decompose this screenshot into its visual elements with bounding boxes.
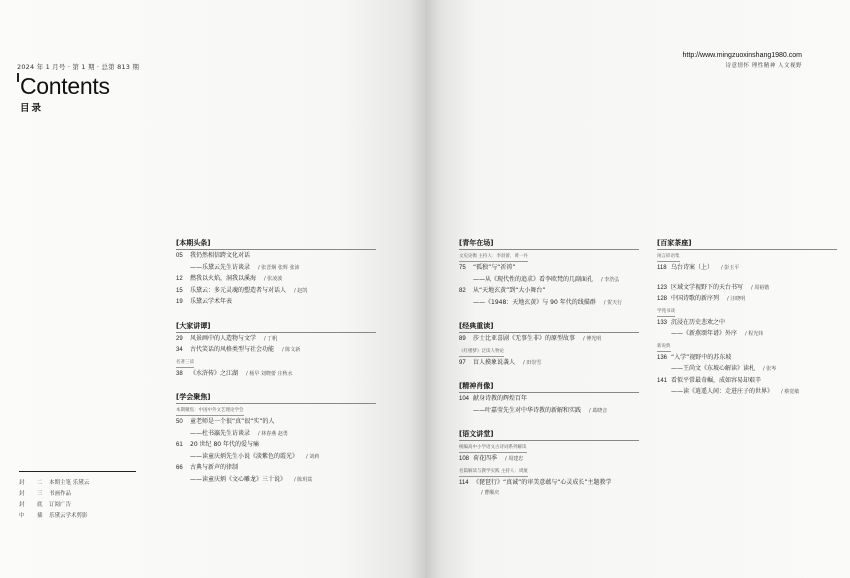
toc-column-middle: [459, 240, 639, 503]
toc-entry[interactable]: [657, 265, 837, 277]
entry-title: “孤独”与“祈祷”: [473, 264, 516, 271]
page-number: 05: [176, 253, 183, 259]
page-number: 108: [459, 456, 470, 462]
tagline: 诗意情怀 理性精神 人文视野: [725, 63, 802, 69]
toc-entry[interactable]: [176, 299, 376, 311]
subsection-label: 《红楼梦》泛读人物论: [459, 350, 504, 357]
entry-author: / 葛晓音: [589, 407, 608, 414]
entry-author: / 贺天行: [603, 299, 623, 306]
subsection-wrap: [459, 468, 639, 480]
entry-title: 区域文学视野下的天台书写: [671, 283, 744, 291]
toc-entry[interactable]: [657, 296, 837, 308]
subsection-label: 闲言碎语集: [657, 255, 680, 262]
credit-row: [19, 478, 136, 489]
section-title: [语文讲堂]: [459, 431, 639, 441]
credit-label: 封: [19, 480, 27, 486]
credit-row: [19, 511, 136, 522]
subsection-label: 文史论衡 主持人：李羽蕾，黄一丹: [459, 255, 528, 262]
subsection-wrap: [459, 348, 639, 360]
page-number: 38: [176, 370, 183, 377]
entry-title: ——读童庆炳先生小说《淡紫色的霞光》: [190, 452, 299, 460]
subsection-label: 统编高中小学语文古诗词系列解读: [459, 446, 527, 453]
entry-title: 古代笑话的风格类型与社会功能: [190, 346, 275, 353]
subsection-label: 学苑书谈: [657, 310, 675, 317]
entry-title: 20 世纪 80 年代的爱与痛: [190, 441, 259, 448]
entry-title: ——杜书瀛先生访谈录: [190, 429, 251, 437]
section-title: [大家讲谭]: [176, 323, 376, 333]
credit-text: 订阅广告: [49, 502, 72, 508]
entry-title: 燃我以火焰，洞我以溪海: [190, 275, 257, 282]
entry-author: / 汪晓明: [727, 296, 746, 302]
toc-entry[interactable]: [459, 300, 639, 312]
page-number: 133: [657, 319, 668, 326]
entry-title: ——读童庆炳《文心雕龙》三十说》: [190, 475, 287, 483]
entry-title: ——乐黛云先生访谈录: [190, 263, 251, 271]
entry-author: / 李浩弘: [601, 276, 620, 283]
entry-title: 古典与新声的律制: [190, 464, 239, 471]
page-number: 61: [176, 442, 183, 448]
credit-label: 封: [19, 502, 27, 508]
page-number: 141: [657, 377, 668, 384]
entry-author: / 蔡觉敏: [781, 389, 800, 395]
toc-entry[interactable]: [176, 465, 376, 477]
subsection-wrap: [657, 343, 837, 355]
subsection-wrap: [657, 308, 837, 320]
entry-author: / 田崇雪: [523, 359, 542, 366]
entry-author: / 张晋炯 张辉 张沛: [258, 264, 300, 271]
entry-title: 《水浒传》之江湖: [190, 369, 239, 377]
entry-title: ——从《现代性的追求》看李欧梵的几副面孔: [473, 275, 594, 283]
toc-entry[interactable]: [176, 442, 376, 454]
toc-entry[interactable]: [176, 253, 376, 265]
subsection-label: 名著三读: [176, 361, 194, 368]
toc-entry[interactable]: [459, 408, 639, 420]
entry-title: 我仍然相信跨文化对话: [190, 252, 251, 259]
page-number: 128: [657, 296, 668, 302]
section-title: [青年在场]: [459, 240, 639, 250]
toc-entry[interactable]: [657, 366, 837, 378]
page-number: 114: [459, 479, 469, 486]
credit-label-2: 二: [37, 480, 43, 486]
entry-author: / 杨早 刘晓蕾 庄秋水: [246, 370, 293, 377]
credit-text: 书画作品: [49, 491, 72, 497]
entry-author: / 刘莉: [306, 453, 320, 460]
toc-section: [176, 240, 376, 311]
toc-section: [459, 383, 639, 419]
page-number: 118: [657, 265, 667, 271]
entry-title: ——叶嘉莹先生对中华诗教的新解和实践: [473, 406, 582, 414]
entry-author: / 曹顺庆: [481, 490, 500, 496]
page-number: 15: [176, 287, 183, 294]
entry-title: 乐黛云学术年表: [190, 298, 233, 305]
subsection-label: 本期聚焦：中国中外文艺理论学会: [176, 409, 244, 416]
page-number: 97: [459, 359, 466, 366]
toc-entry[interactable]: [657, 331, 837, 343]
toc-section: [657, 240, 837, 401]
toc-entry[interactable]: [459, 456, 639, 468]
toc-column-left: [176, 240, 376, 488]
toc-entry[interactable]: [176, 276, 376, 288]
toc-entry[interactable]: [176, 419, 376, 431]
toc-column-right: [657, 240, 837, 401]
subsection-wrap: [176, 359, 376, 371]
entry-title: ——王尚文《东坡心解读》读札: [671, 365, 756, 372]
toc-entry[interactable]: [459, 336, 639, 348]
entry-author: / 程光炜: [745, 331, 764, 337]
entry-author: / 周裕锴: [751, 284, 770, 291]
page-number: 104: [459, 396, 470, 402]
entry-title: 献身诗教的辉煌百年: [473, 395, 528, 402]
section-title: [学会聚焦]: [176, 394, 376, 404]
section-title: [本期头条]: [176, 240, 376, 250]
entry-author: / 张岑: [763, 366, 777, 372]
section-title: [经典重读]: [459, 323, 639, 333]
entry-title: ——读《逍遥人间：走进庄子的世界》: [671, 388, 774, 395]
entry-author: / 赵凯: [294, 287, 308, 294]
entry-title: 风景画中的人造物与文学: [190, 334, 257, 342]
entry-title: “入学”视野中的苏东坡: [671, 353, 732, 361]
contents-title: Contents: [20, 73, 110, 99]
toc-entry[interactable]: [459, 360, 639, 372]
page-number: 82: [459, 288, 466, 294]
entry-author: / 张凌波: [264, 276, 283, 282]
page-number: 136: [657, 354, 668, 361]
page-number: 34: [176, 347, 183, 353]
credits-block: [19, 471, 136, 522]
entry-title: ——《新燕颂年谱》外序: [671, 330, 738, 337]
toc-section: [459, 431, 639, 503]
toc-entry[interactable]: [176, 347, 376, 359]
toc-entry[interactable]: [459, 396, 639, 408]
credit-label-2: 底: [37, 502, 43, 508]
toc-section: [459, 323, 639, 371]
page-number: 123: [657, 284, 668, 291]
entry-title: 乐黛云：多元灵魂的塑造者与对话人: [190, 286, 287, 294]
subsection-label: 名篇解读与教学实践 主持人：周航: [459, 470, 528, 477]
page-number: 50: [176, 419, 183, 425]
entry-title: 《琵琶行》“真诚”的审美意蕴与“心灵成长”主题教学: [473, 478, 612, 486]
entry-author: / 周建忠: [505, 456, 524, 462]
entry-title: 盲人摸象说袭人: [473, 358, 516, 366]
toc-entry[interactable]: [459, 491, 639, 503]
entry-author: / 丁帆: [264, 335, 278, 342]
page-number: 75: [459, 265, 466, 271]
credit-text: 本期主笔 乐黛云: [49, 480, 90, 486]
entry-title: 乌台诗案（上）: [671, 264, 714, 271]
page-number: 89: [459, 336, 466, 342]
page-number: 29: [176, 335, 183, 342]
credit-label-2: 插: [37, 513, 43, 519]
toc-entry[interactable]: [657, 389, 837, 401]
entry-title: 中国诗歌的新序列: [671, 295, 720, 302]
credit-text: 乐黛云学术剪影: [49, 513, 88, 519]
issue-info: 2024 年 1 月号 · 第 1 期 · 总第 813 期: [17, 63, 140, 71]
title-bar-mark: [17, 73, 19, 82]
entry-author: / 陈玥蒿: [294, 476, 313, 483]
toc-entry[interactable]: [459, 265, 639, 277]
entry-title: 沉浸在历史悲欢之中: [671, 318, 726, 326]
page-number: 66: [176, 465, 183, 471]
toc-section: [176, 323, 376, 383]
toc-entry[interactable]: [176, 477, 376, 489]
credit-label: 封: [19, 491, 27, 497]
page-number: 19: [176, 299, 183, 305]
subsection-label: 新说典: [657, 345, 671, 352]
website-url[interactable]: http://www.mingzuoxinshang1980.com: [682, 52, 802, 59]
entry-title: 童老师是一个很“真”很“实”的人: [190, 418, 275, 425]
entry-author: / 陈文新: [282, 347, 301, 353]
entry-author: / 彭玉平: [721, 265, 740, 271]
page-number: 12: [176, 276, 183, 282]
credit-row: [19, 500, 136, 511]
entry-title: ——《1948：天地玄黄》与 90 年代的线描群: [473, 298, 596, 306]
credit-row: [19, 489, 136, 500]
toc-entry[interactable]: [176, 371, 376, 383]
entry-author: / 傅光明: [583, 336, 602, 342]
section-title: [百家茶座]: [657, 240, 837, 250]
contents-title-cn: 目录: [20, 103, 44, 114]
toc-entry[interactable]: [459, 288, 639, 300]
credit-label: 中: [19, 513, 27, 519]
entry-title: 荷花四季: [473, 455, 498, 462]
entry-title: 莎士比亚喜剧《无事生非》的原型故事: [473, 335, 576, 342]
entry-title: 看似平常最奇崛，成如容易却艰辛: [671, 376, 762, 384]
credit-label-2: 三: [37, 491, 43, 497]
toc-section: [176, 394, 376, 488]
section-title: [精神肖像]: [459, 383, 639, 393]
right-page: [425, 0, 850, 578]
entry-author: / 林春燕 赵勇: [258, 430, 288, 437]
entry-title: 从“天地玄黄”到“大小舞台”: [473, 287, 546, 294]
toc-section: [459, 240, 639, 311]
